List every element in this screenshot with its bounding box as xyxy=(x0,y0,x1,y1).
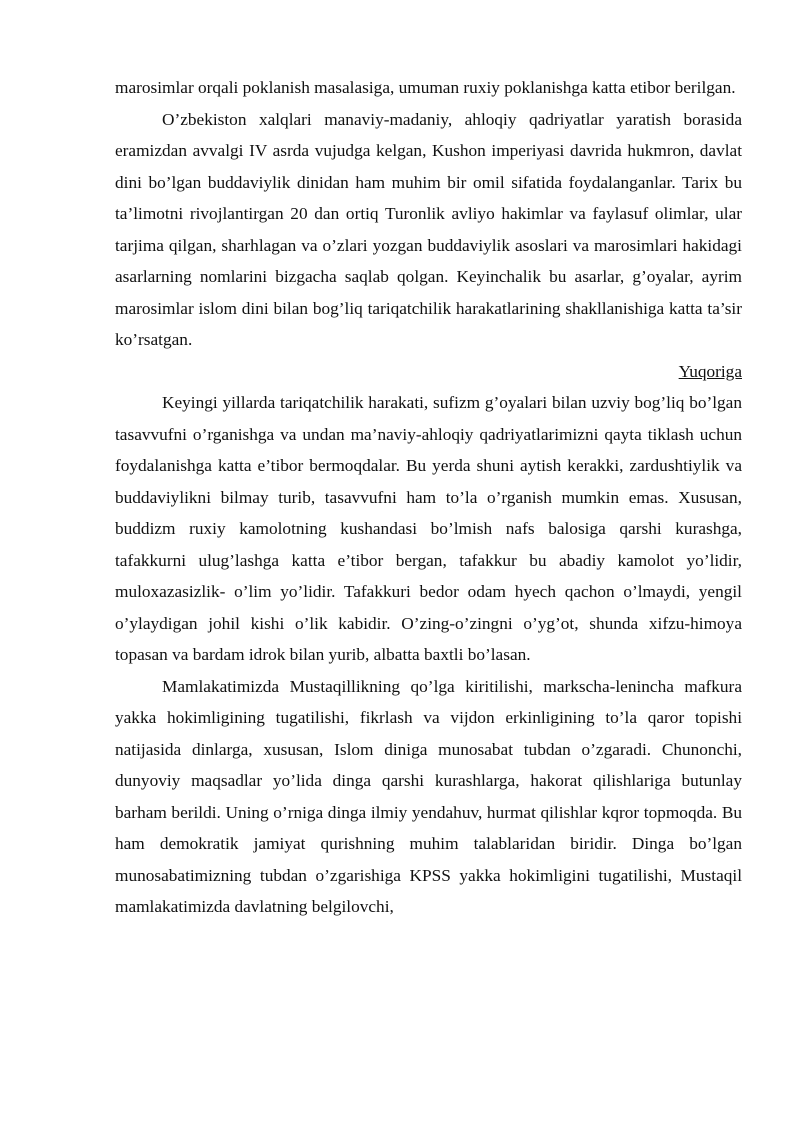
back-to-top-row xyxy=(115,356,742,388)
paragraph-sufism: Keyingi yillarda tariqatchilik harakati, sufizm g’oyalari bilan uzviy bog’liq bo’lgan tasavvufni o’rganishga va undan ma’naviy-ahloqiy qadriyatlarimizni qayta tiklash uchun foydalanishga katta e’tibor bermoqdalar. Bu yerda shuni aytish kerakki, zardushtiylik va buddaviylikni bilmay turib, tasavvufni ham to’la o’rganish mumkin emas. Xususan, buddizm ruxiy kamolotning kushandasi bo’lmish nafs balosiga qarshi kurashga, tafakkurni ulug’lashga katta e’tibor bergan, tafakkur bu abadiy kamolot yo’lidir, muloxazasizlik- o’lim yo’lidir. Tafakkuri bedor odam hyech qachon o’lmaydi, yengil o’ylaydigan johil kishi o’lik kabidir. O’zing-o’zingni o’yg’ot, shunda xifzu-himoya topasan va bardam idrok bilan yurib, albatta baxtli bo’lasan. xyxy=(115,393,742,664)
back-to-top-link[interactable]: Yuqoriga xyxy=(678,361,742,381)
paragraph-buddhism-history: O’zbekiston xalqlari manaviy-madaniy, ahloqiy qadriyatlar yaratish borasida eramizdan avvalgi IV asrda vujudga kelgan, Kushon imperiyasi davrida hukmron, davlat dini bo’lgan buddaviylik dinidan ham muhim bir omil sifatida foydalanganlar. Tarix bu ta’limotni rivojlantirgan 20 dan ortiq Turonlik avliyo hakimlar va faylasuf olimlar, ular tarjima qilgan, sharhlagan va o’zlari yozgan buddaviylik asoslari va marosimlari hakidagi asarlarning nomlarini bizgacha saqlab qolgan. Keyinchalik bu asarlar, g’oyalar, ayrim marosimlar islom dini bilan bog’liq tariqatchilik harakatlarining shakllanishiga katta ta’sir ko’rsatgan. xyxy=(115,109,742,349)
paragraph-continuation: marosimlar orqali poklanish masalasiga, umuman ruxiy poklanishga katta etibor berilgan. xyxy=(115,78,736,97)
paragraph-independence: Mamlakatimizda Mustaqillikning qo’lga kiritilishi, markscha-lenincha mafkura yakka hokimligining tugatilishi, fikrlash va vijdon erkinligining to’la qaror topishi natijasida dinlarga, xususan, Islom diniga munosabat tubdan o’zgaradi. Chunonchi, dunyoviy maqsadlar yo’lida dinga qarshi kurashlarga, hakorat qilishlariga butunlay barham berildi. Uning o’rniga dinga ilmiy yendahuv, hurmat qilishlar kqror topmoqda. Bu ham demokratik jamiyat qurishning muhim talablaridan biridir. Dinga bo’lgan munosabatimizning tubdan o’zgarishiga KPSS yakka hokimligini tugatilishi, Mustaqil mamlakatimizda davlatning belgilovchi, xyxy=(115,676,742,916)
document-page xyxy=(115,72,742,923)
